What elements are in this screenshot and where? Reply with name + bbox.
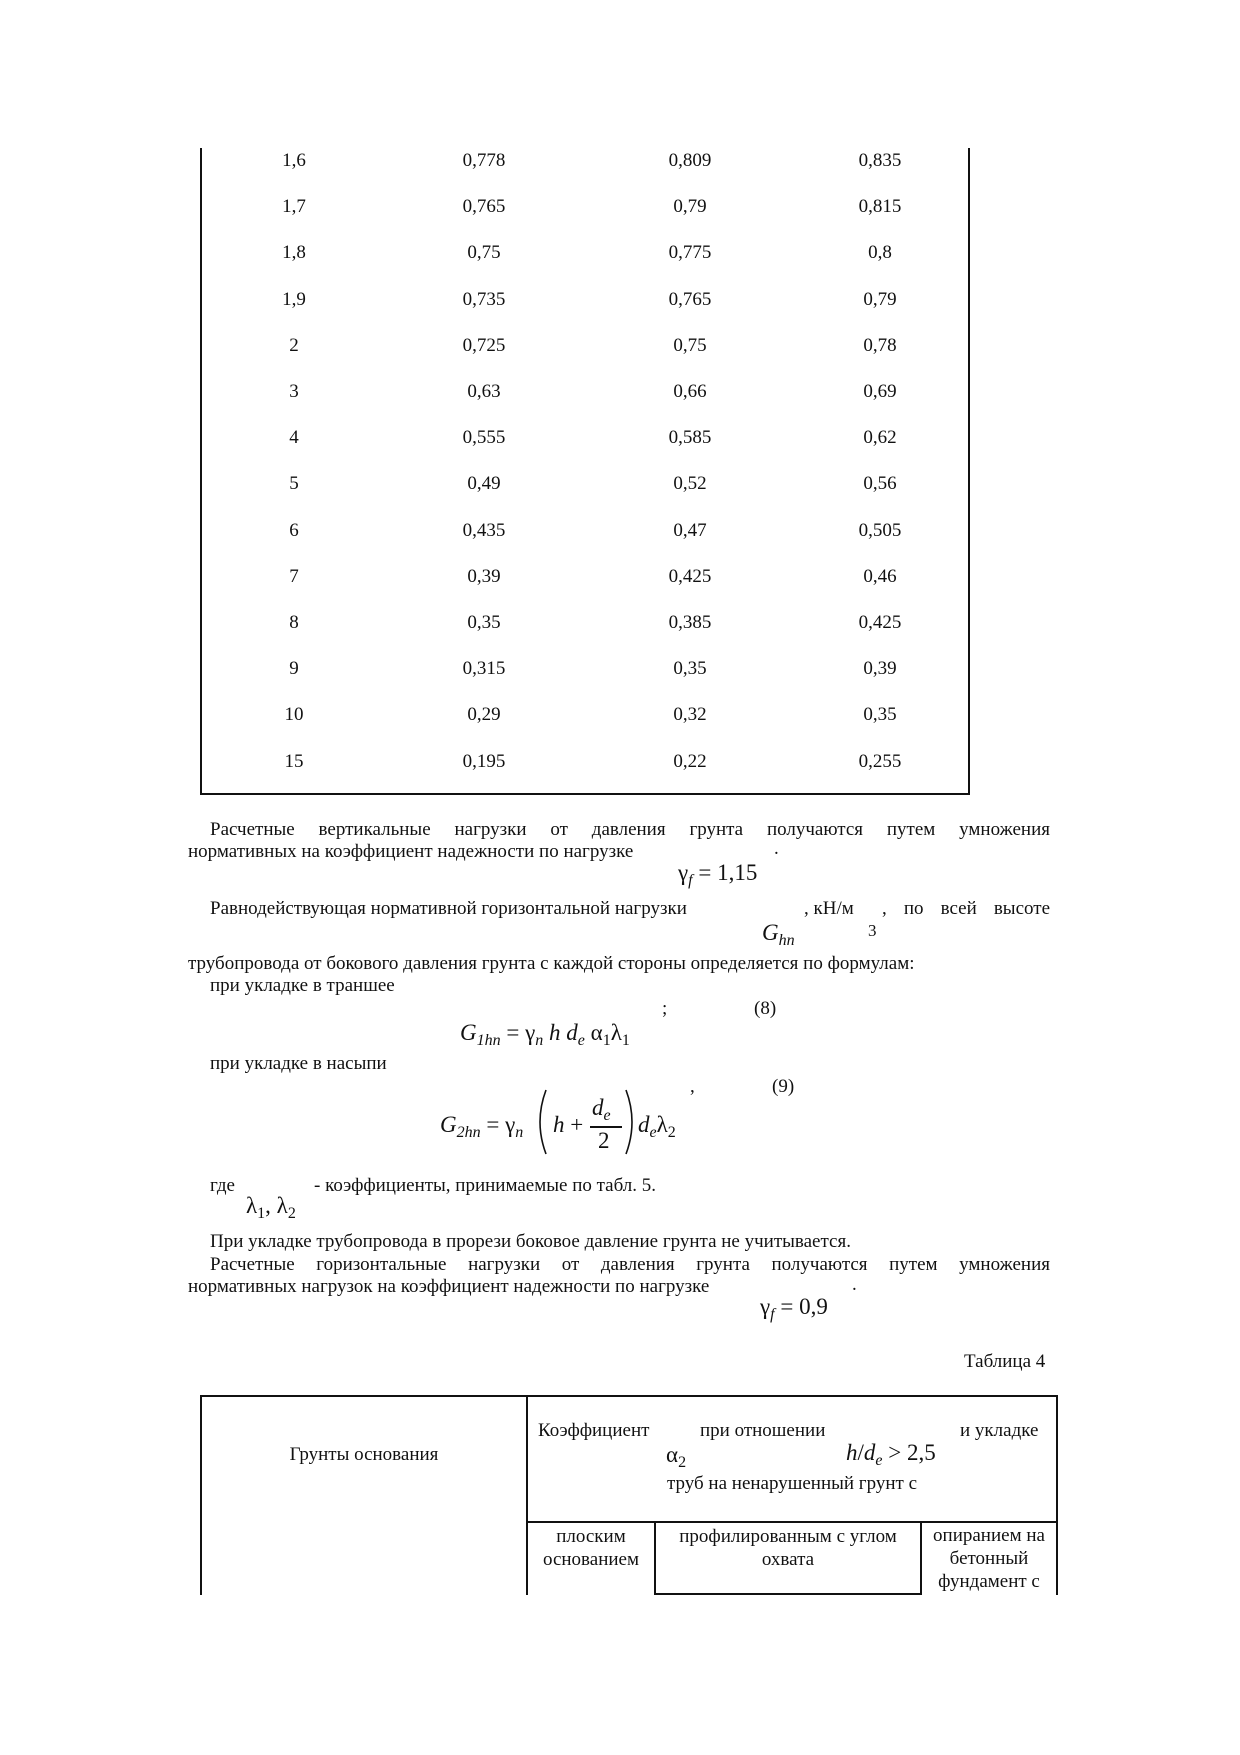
table4-head-a: Коэффициент — [538, 1420, 650, 1441]
formula-9-rhs: $d_e\lambda_2$ — [638, 1112, 676, 1141]
table-cell: 0,815 — [858, 196, 902, 218]
table-cell: 1,8 — [282, 242, 306, 264]
right-paren — [623, 1088, 639, 1161]
ratio-formula: $h/d_e > 2,5$ — [846, 1440, 936, 1469]
table-cell: 0,35 — [467, 612, 501, 633]
alpha2-symbol: $\alpha_2$ — [666, 1442, 687, 1471]
formula-9-h-plus: h + — [553, 1112, 584, 1137]
table-cell: 4 — [289, 427, 299, 449]
formula-9-lhs: $G_{2hn} = \gamma_n$ — [440, 1112, 524, 1141]
table-cell: 0,555 — [462, 427, 506, 449]
table-right-border — [968, 148, 970, 794]
para2-line1: Равнодействующая нормативной горизонтальной нагрузки — [210, 898, 687, 919]
table-cell: 0,765 — [668, 288, 712, 310]
para2-rest: , по всей высоте — [882, 898, 1050, 919]
table-cell: 0,29 — [467, 704, 501, 726]
table-cell: 0,63 — [467, 381, 501, 402]
table-cell: 0,255 — [858, 750, 902, 772]
table-cell: 0,425 — [858, 612, 902, 633]
table4-head-c: и укладке — [960, 1420, 1039, 1441]
table-cell: 1,7 — [282, 196, 306, 218]
table4-right-border — [1056, 1395, 1058, 1595]
where-text: - коэффициенты, принимаемые по табл. 5. — [314, 1175, 657, 1196]
trench-label: при укладке в траншее — [210, 975, 395, 996]
table-cell: 0,46 — [863, 565, 897, 587]
para1-line2: нормативных на коэффициент надежности по нагрузке — [188, 841, 634, 862]
table-cell: 6 — [289, 519, 299, 541]
table4-sub-concrete-1: опиранием на — [933, 1525, 1045, 1546]
para1-dot: . — [774, 838, 779, 859]
table-cell: 2 — [289, 334, 299, 356]
table-cell: 0,8 — [868, 242, 892, 264]
table-cell: 0,39 — [467, 565, 501, 587]
G-hn-symbol: $G_{hn}$ — [762, 920, 795, 949]
table-cell: 0,56 — [863, 473, 897, 495]
table-cell: 0,39 — [863, 658, 897, 680]
table4-header-divider — [526, 1521, 1058, 1523]
table-cell: 0,765 — [462, 196, 506, 218]
table4-top-border — [200, 1395, 1058, 1397]
table-bottom-border — [200, 793, 970, 795]
table-cell: 0,835 — [858, 150, 902, 171]
table-cell: 0,385 — [668, 612, 712, 633]
table4-head-line2: труб на ненарушенный грунт с — [666, 1473, 918, 1494]
formula-8: $G_{1hn} = \gamma_n$ h $d_e$ $\alpha_1\lambda_1$ — [460, 1020, 630, 1049]
table-cell: 0,32 — [673, 704, 707, 726]
left-paren — [533, 1088, 549, 1161]
table-cell: 10 — [284, 704, 304, 726]
table-cell: 15 — [284, 750, 304, 772]
table-cell: 0,315 — [462, 658, 506, 680]
embank-label: при укладке в насыпи — [210, 1053, 387, 1074]
table-cell: 0,725 — [462, 334, 506, 356]
para4-line1: Расчетные горизонтальные нагрузки от давления грунта получаются путем умножения — [210, 1254, 1050, 1275]
table-cell: 8 — [289, 612, 299, 633]
table-cell: 0,35 — [673, 658, 707, 680]
table-cell: 0,425 — [668, 565, 712, 587]
table-cell: 9 — [289, 658, 299, 680]
formula-8-number: (8) — [754, 998, 777, 1019]
formula-9-number: (9) — [772, 1076, 795, 1097]
table4-sub-concrete-3: фундамент с — [938, 1571, 1040, 1592]
table4-sub2-bottom — [654, 1593, 922, 1595]
table4-sub-profiled: профилированным с углом охвата — [679, 1526, 897, 1570]
table-cell: 0,75 — [673, 334, 707, 356]
table-cell: 0,505 — [858, 519, 902, 541]
trench-semicolon: ; — [662, 998, 668, 1019]
table-cell: 0,195 — [462, 750, 506, 772]
para1-line1: Расчетные вертикальные нагрузки от давления грунта получаются путем умножения — [210, 819, 1050, 840]
table-cell: 0,435 — [462, 519, 506, 541]
gamma-f-formula-2: $\gamma_f = 0,9$ — [760, 1294, 828, 1323]
table-cell: 0,62 — [863, 427, 897, 449]
table-cell: 0,775 — [668, 242, 712, 264]
table-cell: 5 — [289, 473, 299, 495]
table-cell: 0,66 — [673, 381, 707, 402]
table4-left-border — [200, 1395, 202, 1595]
table-cell: 0,75 — [467, 242, 501, 264]
table-cell: 7 — [289, 565, 299, 587]
table-cell: 0,735 — [462, 288, 506, 310]
table-cell: 0,809 — [668, 150, 712, 171]
table-cell: 3 — [289, 381, 299, 402]
table4-sub-flat: плоским основанием — [542, 1526, 640, 1570]
table-cell: 0,52 — [673, 473, 707, 495]
para4-dot: . — [852, 1274, 857, 1295]
para2-unit-exponent: 3 — [868, 921, 877, 940]
para3: При укладке трубопровода в прорези боковое давление грунта не учитывается. — [210, 1231, 851, 1252]
table-cell: 0,22 — [673, 750, 707, 772]
table-cell: 0,778 — [462, 150, 506, 171]
table-cell: 0,79 — [863, 288, 897, 310]
table-cell: 1,6 — [282, 150, 306, 171]
para2-line2: трубопровода от бокового давления грунта с каждой стороны определяется по формулам: — [188, 953, 915, 974]
gamma-f-formula-1: $\gamma_f = 1,15$ — [678, 860, 758, 889]
table4-sub-concrete-2: бетонный — [949, 1548, 1029, 1569]
table-cell: 0,69 — [863, 381, 897, 402]
table-cell: 0,49 — [467, 473, 501, 495]
where-label: где — [210, 1175, 235, 1196]
lambda-symbols: $\lambda_1$, $\lambda_2$ — [246, 1193, 296, 1222]
table4-head-b: при отношении — [700, 1420, 826, 1441]
para4-line2: нормативных нагрузок на коэффициент надежности по нагрузке — [188, 1276, 710, 1297]
table-cell: 0,585 — [668, 427, 712, 449]
table-cell: 0,35 — [863, 704, 897, 726]
fraction-denominator: 2 — [598, 1128, 610, 1153]
embank-comma: , — [690, 1076, 695, 1097]
para2-unit: , кН/м — [804, 898, 854, 919]
table-cell: 0,47 — [673, 519, 707, 541]
table-cell: 0,78 — [863, 334, 897, 356]
table4-caption: Таблица 4 — [964, 1351, 1046, 1372]
table4-col1-header: Грунты основания — [289, 1444, 439, 1465]
table-cell: 0,79 — [673, 196, 707, 218]
table-cell: 1,9 — [282, 288, 306, 310]
fraction-numerator: $d_e$ — [592, 1095, 611, 1124]
table-left-border — [200, 148, 202, 794]
